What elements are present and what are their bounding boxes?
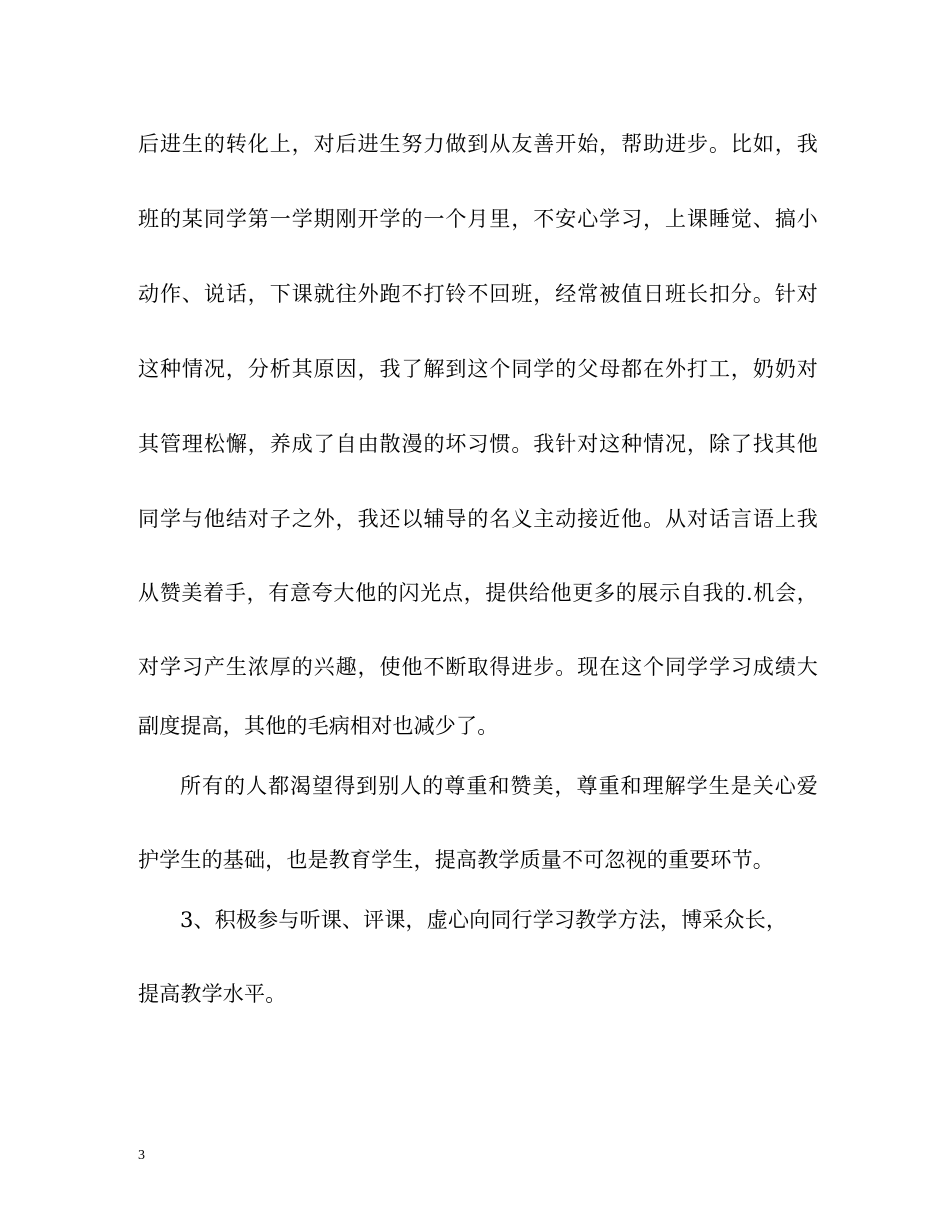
paragraph-3-line-2: 提高教学水平。	[138, 982, 287, 1006]
text-line-2: 班的某同学第一学期刚开学的一个月里，不安心学习，上课睡觉、搞小	[138, 207, 818, 231]
text-line-5: 其管理松懈，养成了自由散漫的坏习惯。我针对这种情况，除了找其他	[138, 432, 818, 456]
text-line-3: 动作、说话，下课就往外跑不打铃不回班，经常被值日班长扣分。针对	[138, 282, 818, 306]
text-line-4: 这种情况，分析其原因，我了解到这个同学的父母都在外打工，奶奶对	[138, 357, 818, 381]
paragraph-3-line-1: 3、积极参与听课、评课，虚心向同行学习教学方法，博采众长，	[180, 908, 788, 932]
paragraph-2-line-2: 护学生的基础，也是教育学生，提高教学质量不可忽视的重要环节。	[138, 848, 774, 872]
text-line-8: 对学习产生浓厚的兴趣，使他不断取得进步。现在这个同学学习成绩大	[138, 655, 818, 679]
paragraph-2-line-1: 所有的人都渴望得到别人的尊重和赞美，尊重和理解学生是关心爱	[180, 774, 818, 798]
text-line-1: 后进生的转化上，对后进生努力做到从友善开始，帮助进步。比如，我	[138, 132, 818, 156]
text-line-7: 从赞美着手，有意夸大他的闪光点，提供给他更多的展示自我的.机会，	[138, 581, 818, 605]
text-line-6: 同学与他结对子之外，我还以辅导的名义主动接近他。从对话言语上我	[138, 507, 818, 531]
text-line-9: 副度提高，其他的毛病相对也减少了。	[138, 714, 499, 738]
page-number: 3	[138, 1148, 145, 1163]
